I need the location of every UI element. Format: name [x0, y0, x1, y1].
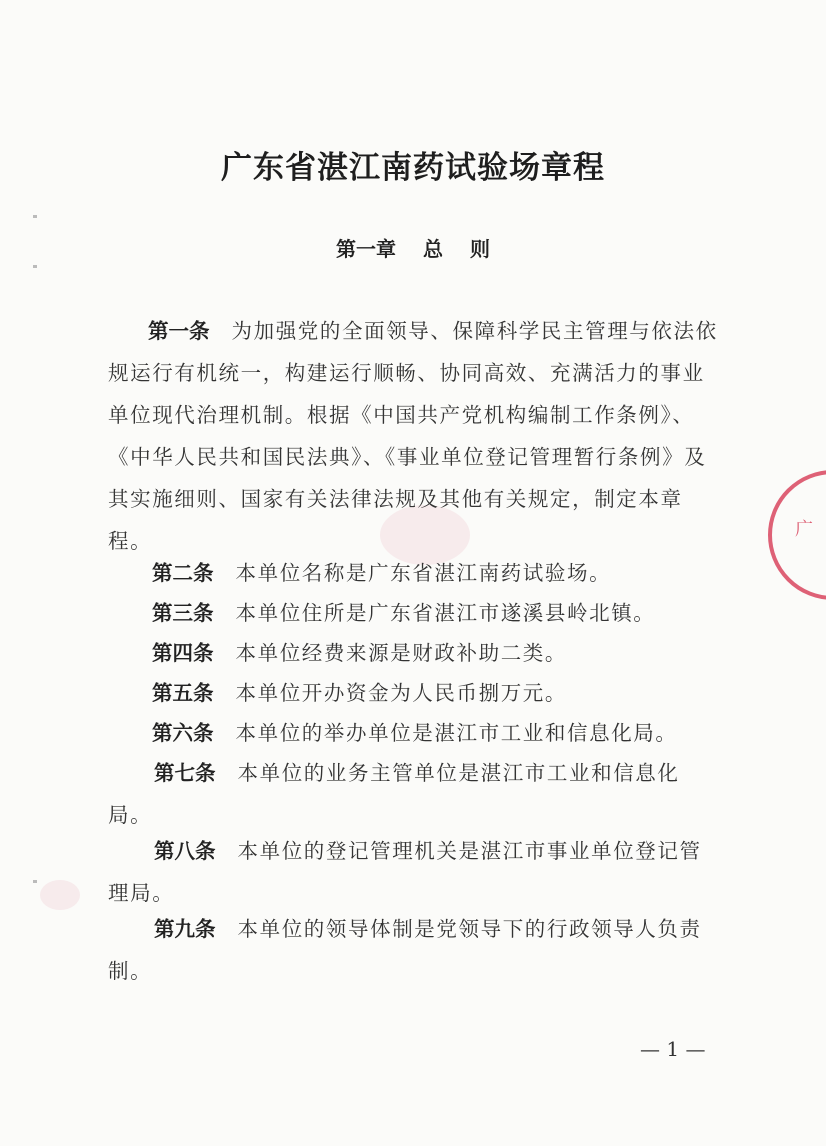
margin-mark	[33, 880, 37, 883]
chapter-name-2: 则	[469, 237, 490, 261]
article-label: 第四条	[152, 641, 214, 665]
article-label: 第二条	[152, 561, 214, 585]
article-text: 本单位的业务主管单位是湛江市工业和信息化局。	[108, 761, 680, 827]
margin-mark	[33, 265, 37, 268]
article-text: 本单位的举办单位是湛江市工业和信息化局。	[235, 721, 678, 745]
article-label: 第五条	[152, 681, 214, 705]
document-title: 广东省湛江南药试验场章程	[221, 150, 605, 186]
article-5	[108, 672, 723, 714]
article-label: 第七条	[154, 761, 216, 785]
article-text: 为加强党的全面领导、保障科学民主管理与依法依规运行有机统一，构建运行顺畅、协同高效、充满活力的事业单位现代治理机制。根据《中国共产党机构编制工作条例》、《中华人民共和国民法典》、《事业单位登记管理暂行条例》及其实施细则、国家有关法律法规及其他有关规定，制定本章程。	[108, 319, 718, 553]
article-text: 本单位的领导体制是党领导下的行政领导人负责制。	[108, 917, 702, 983]
article-1	[108, 310, 723, 562]
article-label: 第六条	[152, 721, 214, 745]
article-text: 本单位名称是广东省湛江南药试验场。	[235, 561, 612, 585]
chapter-name-1: 总	[423, 237, 443, 261]
article-9	[108, 908, 723, 992]
article-2	[108, 552, 723, 594]
article-3	[108, 592, 723, 634]
article-label: 第一条	[148, 319, 210, 343]
article-6	[108, 712, 723, 754]
article-8	[108, 830, 723, 914]
article-text: 本单位的登记管理机关是湛江市事业单位登记管理局。	[108, 839, 702, 905]
chapter-number: 第一章	[336, 237, 397, 261]
article-label: 第九条	[154, 917, 216, 941]
margin-mark	[33, 215, 37, 218]
article-text: 本单位住所是广东省湛江市遂溪县岭北镇。	[235, 601, 656, 625]
article-4	[108, 632, 723, 674]
article-text: 本单位开办资金为人民币捌万元。	[235, 681, 567, 705]
stamp-bleed	[40, 880, 80, 910]
official-seal-text: 广	[795, 519, 813, 540]
page-number: — 1 —	[640, 1037, 706, 1061]
article-label: 第八条	[154, 839, 216, 863]
article-7	[108, 752, 723, 836]
article-text: 本单位经费来源是财政补助二类。	[235, 641, 567, 665]
chapter-heading	[0, 233, 826, 262]
article-label: 第三条	[152, 601, 214, 625]
